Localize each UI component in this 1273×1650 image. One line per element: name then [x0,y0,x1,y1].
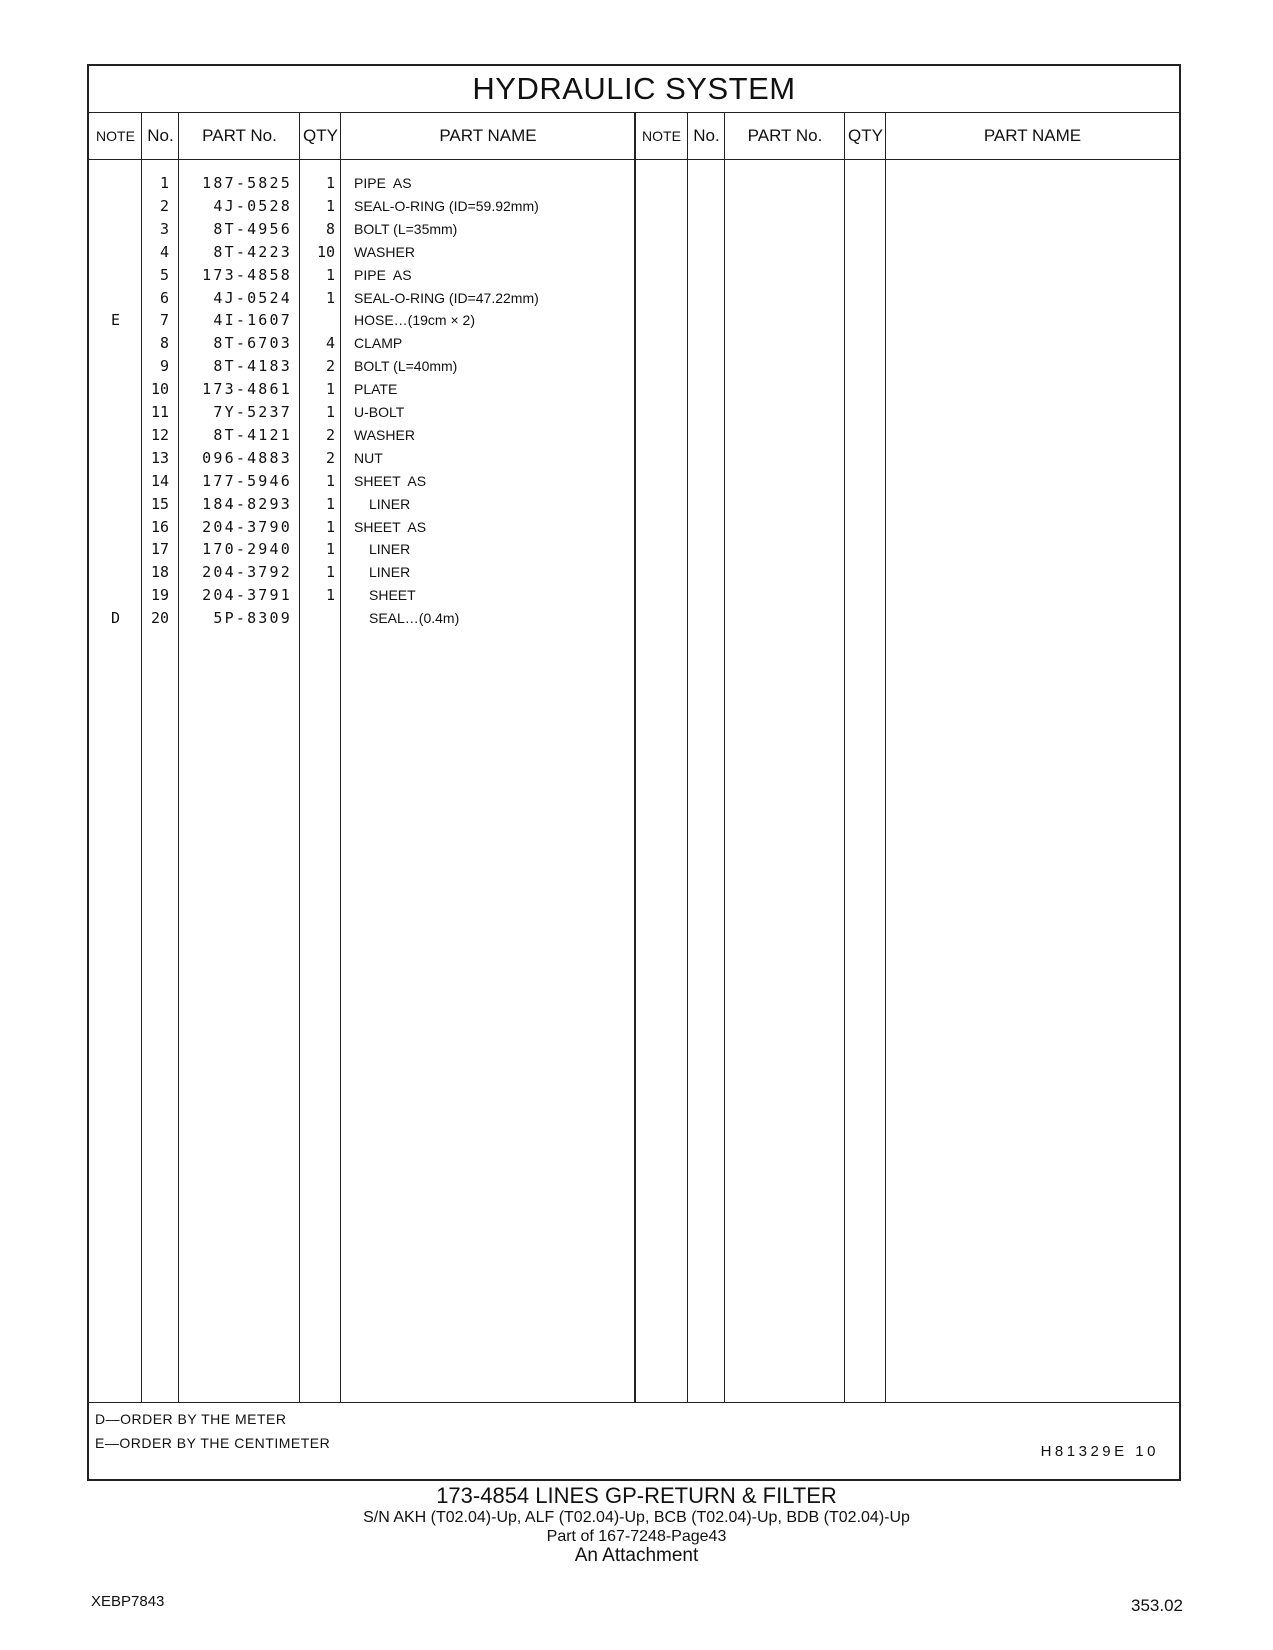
parts-table-frame [87,64,1181,1481]
row-number: 10 [150,380,169,399]
row-part-number: 204-3791 [202,586,292,605]
row-number: 3 [159,219,169,238]
row-quantity: 1 [325,586,335,605]
table-row [89,287,635,310]
row-part-name: BOLT (L=40mm) [354,358,458,375]
row-quantity: 2 [325,357,335,376]
table-row [89,378,635,401]
row-quantity: 1 [325,380,335,399]
page-number: 353.02 [1131,1596,1183,1615]
row-number: 19 [150,586,169,605]
row-number: 5 [159,265,169,284]
row-number: 20 [150,609,169,628]
table-row [89,401,635,424]
table-row [89,470,635,493]
table-row [89,424,635,447]
section-title: HYDRAULIC SYSTEM [89,66,1179,113]
header-part-no-left: PART No. [202,126,277,145]
row-number: 16 [150,517,169,536]
header-part-name-left: PART NAME [439,126,537,145]
row-part-number: 8T-4223 [213,242,292,261]
header-part-no-right: PART No. [747,126,823,145]
row-part-name: NUT [354,449,383,466]
caption-part-of: Part of 167-7248-Page43 [546,1528,727,1545]
row-quantity: 2 [325,425,335,444]
row-quantity: 8 [325,219,335,238]
row-part-name: SHEET AS [354,472,427,489]
row-part-name: LINER [369,495,411,512]
row-part-name: SHEET [369,587,416,604]
row-quantity: 4 [325,334,335,353]
row-part-number: 173-4861 [202,380,292,399]
footer-divider [89,1402,1179,1403]
row-part-name: LINER [369,541,411,558]
row-number: 13 [150,448,169,467]
row-part-number: 184-8293 [202,494,292,513]
row-quantity: 1 [325,265,335,284]
row-number: 12 [150,425,169,444]
row-number: 1 [159,174,169,192]
row-part-name: CLAMP [354,335,403,352]
row-note: E [110,311,121,330]
row-quantity: 1 [325,517,335,536]
row-quantity: 1 [325,540,335,559]
row-part-number: 187-5825 [202,174,292,192]
table-row [89,516,635,539]
table-row [89,561,635,584]
row-quantity: 1 [325,174,335,192]
row-part-name: HOSE…(19cm × 2) [354,312,475,329]
row-quantity: 1 [325,494,335,513]
row-note: D [110,609,121,628]
document-id: XEBP7843 [91,1593,165,1610]
caption-main: 173-4854 LINES GP-RETURN & FILTER [436,1483,837,1508]
row-part-name: SHEET AS [354,518,427,535]
table-row [89,172,635,195]
table-row [89,355,635,378]
row-quantity: 1 [325,471,335,490]
row-number: 15 [150,494,169,513]
col-sep [885,113,886,1402]
row-part-number: 096-4883 [202,448,292,467]
header-no-left: No. [147,126,174,145]
col-sep [844,113,845,1402]
table-row [89,332,635,355]
row-number: 18 [150,563,169,582]
table-row [89,584,635,607]
table-row [89,493,635,516]
row-part-number: 7Y-5237 [213,403,292,421]
row-part-name: WASHER [354,243,415,260]
table-row [89,241,635,264]
row-quantity: 1 [325,288,335,307]
row-number: 7 [159,311,169,330]
row-part-number: 5P-8309 [213,609,292,628]
row-part-name: U-BOLT [354,404,405,420]
header-qty-left: QTY [303,126,338,145]
illustration-code: H81329E 10 [1040,1443,1159,1460]
header-part-name-right: PART NAME [983,126,1082,145]
row-number: 2 [159,196,169,215]
table-row [89,195,635,218]
row-part-name: WASHER [354,426,415,443]
caption-serial-numbers: S/N AKH (T02.04)-Up, ALF (T02.04)-Up, BCB (T02.04)-Up, BDB (T02.04)-Up [363,1509,910,1526]
footnote-d: D—ORDER BY THE METER [95,1411,287,1427]
row-quantity: 10 [316,242,335,261]
row-part-number: 204-3790 [202,517,292,536]
row-part-number: 4J-0528 [213,196,292,215]
caption-attachment: An Attachment [574,1545,699,1566]
row-number: 17 [150,540,169,559]
row-part-number: 170-2940 [202,540,292,559]
row-part-name: BOLT (L=35mm) [354,220,458,237]
row-number: 14 [150,471,169,490]
row-number: 9 [159,357,169,376]
row-part-number: 177-5946 [202,471,292,490]
footnote-e: E—ORDER BY THE CENTIMETER [95,1435,331,1451]
table-row [89,607,635,630]
row-number: 8 [159,334,169,353]
row-quantity: 2 [325,448,335,467]
row-part-number: 8T-4121 [213,425,292,444]
table-row [89,538,635,561]
row-quantity: 1 [325,196,335,215]
header-note-left: NOTE [96,128,135,144]
row-part-name: SEAL-O-RING (ID=47.22mm) [354,289,539,306]
row-part-number: 4J-0524 [213,288,292,307]
row-number: 4 [159,242,169,261]
row-part-name: SEAL…(0.4m) [369,610,460,627]
row-quantity: 1 [325,563,335,582]
row-part-name: PIPE AS [354,266,412,283]
header-note-right: NOTE [642,128,681,144]
row-part-number: 4I-1607 [213,311,292,330]
row-part-number: 8T-6703 [213,334,292,353]
row-number: 11 [150,403,169,421]
header-no-right: No. [693,126,720,145]
row-part-number: 204-3792 [202,563,292,582]
table-row [89,447,635,470]
row-quantity: 1 [325,403,335,421]
table-row [89,309,635,332]
row-part-name: SEAL-O-RING (ID=59.92mm) [354,197,539,214]
row-part-number: 173-4858 [202,265,292,284]
col-sep [687,113,688,1402]
row-number: 6 [159,288,169,307]
header-qty-right: QTY [848,126,883,145]
table-row [89,264,635,287]
table-row [89,218,635,241]
row-part-name: PIPE AS [354,175,412,191]
col-sep [724,113,725,1402]
row-part-name: LINER [369,564,411,581]
row-part-number: 8T-4183 [213,357,292,376]
row-part-number: 8T-4956 [213,219,292,238]
row-part-name: PLATE [354,381,398,398]
